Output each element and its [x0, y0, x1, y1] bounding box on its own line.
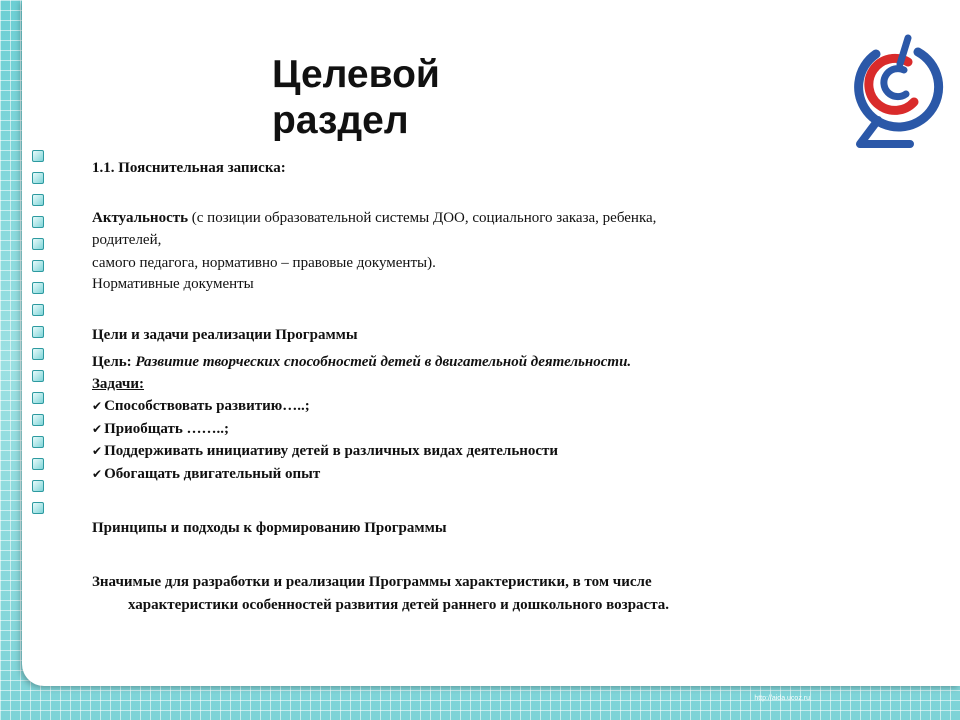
task-item: [92, 396, 310, 416]
checkmark-bullet-icon: ✔: [92, 399, 103, 413]
relevance-label: Актуальность: [92, 210, 189, 226]
section-heading: 1.1. Пояснительная записка:: [92, 160, 286, 176]
binding-ring: [32, 480, 44, 492]
goal-text: Развитие творческих способностей детей в двигательной деятельности.: [135, 354, 632, 370]
task-item: [92, 419, 229, 439]
relevance-text-2: родителей,: [92, 232, 162, 248]
characteristics-line-2: характеристики особенностей развития детей раннего и дошкольного возраста.: [128, 597, 670, 613]
binding-ring: [32, 150, 44, 162]
goal-line: [92, 352, 631, 372]
checkmark-bullet-icon: ✔: [92, 467, 103, 481]
binding-ring: [32, 414, 44, 426]
slide-title: Целевой раздел: [272, 53, 440, 142]
binding-ring: [32, 282, 44, 294]
task-text: Приобщать ……..;: [104, 421, 230, 437]
binding-ring: [32, 304, 44, 316]
checkmark-bullet-icon: ✔: [92, 444, 103, 458]
spiral-binding: [32, 150, 44, 524]
relevance-text-3: самого педагога, нормативно – правовые документы).: [92, 255, 436, 271]
checkmark-bullet-icon: ✔: [92, 422, 103, 436]
task-text: Способствовать развитию…..;: [104, 398, 310, 414]
binding-ring: [32, 436, 44, 448]
principles-heading: Принципы и подходы к формированию Программы: [92, 520, 447, 536]
normative-docs: Нормативные документы: [92, 276, 254, 292]
binding-ring: [32, 326, 44, 338]
binding-ring: [32, 260, 44, 272]
task-item: [92, 441, 558, 461]
binding-ring: [32, 458, 44, 470]
footer-credit: http://aida.ucoz.ru: [754, 695, 810, 702]
binding-ring: [32, 502, 44, 514]
binding-ring: [32, 216, 44, 228]
binding-ring: [32, 194, 44, 206]
binding-ring: [32, 238, 44, 250]
binding-ring: [32, 348, 44, 360]
characteristics-line-1: Значимые для разработки и реализации Программы характеристики, в том числе: [92, 574, 652, 590]
bottom-band: [0, 686, 960, 720]
task-text: Поддерживать инициативу детей в различных видах деятельности: [104, 443, 559, 459]
goal-label: Цель:: [92, 354, 132, 370]
binding-ring: [32, 370, 44, 382]
binding-ring: [32, 392, 44, 404]
binding-ring: [32, 172, 44, 184]
task-text: Обогащать двигательный опыт: [104, 466, 321, 482]
tasks-label: Задачи:: [92, 376, 145, 392]
relevance-line: [92, 208, 656, 228]
task-item: [92, 464, 320, 484]
goals-heading: Цели и задачи реализации Программы: [92, 327, 358, 343]
relevance-text: (с позиции образовательной системы ДОО, социального заказа, ребенка,: [188, 210, 657, 226]
drawing-compass-logo-icon: [848, 34, 944, 150]
